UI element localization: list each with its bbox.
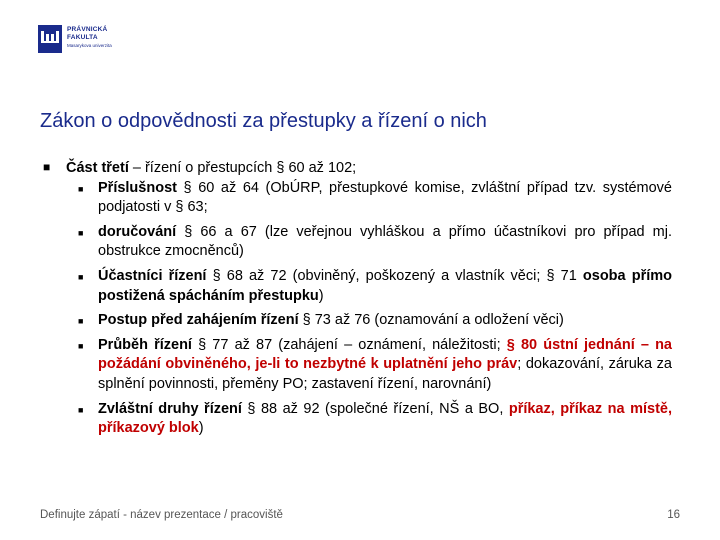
item-text: § 88 až 92 (společné řízení, NŠ a BO, — [241, 400, 509, 417]
faculty-logo — [38, 25, 112, 53]
page-number: 16 — [667, 509, 680, 521]
square-bullet-icon: ■ — [78, 340, 84, 351]
sub-bullet-item — [78, 311, 672, 331]
item-text: ) — [198, 420, 204, 437]
square-bullet-icon: ■ — [78, 404, 84, 415]
main-bullet-item — [40, 159, 672, 179]
item-text: ) — [318, 287, 324, 304]
logo-text — [67, 26, 112, 49]
sub-bullet-list — [40, 179, 672, 439]
bold-text: doručování — [98, 223, 177, 240]
item-text: § 68 až 72 (obviněný, poškozený a vlastník věci; § 71 — [206, 267, 583, 284]
main-item-bold: Část třetí — [66, 160, 129, 176]
square-bullet-icon: ■ — [78, 316, 84, 327]
bold-text: Účastníci řízení — [98, 267, 207, 284]
bold-text: Postup před zahájením řízení — [98, 312, 299, 329]
bold-text: Příslušnost — [98, 179, 177, 196]
slide-content — [40, 159, 672, 439]
item-text: § 60 až 64 (ObÚRP, přestupkové komise, zvláštní případ tzv. systémové podjatosti v § 63; — [98, 179, 672, 216]
sub-bullet-item — [78, 179, 672, 218]
item-text: § 73 až 76 (oznamování a odložení věci) — [298, 312, 564, 329]
main-item-text: – řízení o přestupcích § 60 až 102; — [128, 160, 357, 176]
square-bullet-icon: ■ — [78, 227, 84, 238]
bold-text: Zvláštní druhy řízení — [98, 400, 242, 417]
item-text: ; dokazování, záruka za splnění povinnosti, přeměny PO; zastavení řízení, narovnání) — [98, 356, 672, 392]
bold-text: osoba přímo postižená spácháním přestupku — [98, 267, 672, 304]
slide-title: Zákon o odpovědnosti za přestupky a řízení o nich — [40, 110, 487, 132]
faculty-emblem-icon — [38, 25, 62, 53]
sub-bullet-item — [78, 267, 672, 306]
item-text: § 77 až 87 (zahájení – oznámení, náležitosti; — [191, 336, 507, 353]
sub-bullet-item — [78, 400, 672, 439]
bold-text: Průběh řízení — [98, 336, 192, 353]
highlighted-text: § 80 ústní jednání – na požádání obviněného, je-li to nezbytné k uplatnění jeho práv — [98, 336, 672, 373]
logo-line-2: FAKULTA — [67, 34, 98, 41]
sub-bullet-item — [78, 336, 672, 395]
item-text: § 66 a 67 (lze veřejnou vyhláškou a přímo účastníkovi pro případ mj. obstrukce zmocněnců) — [98, 223, 672, 260]
highlighted-text: příkaz, příkaz na místě, příkazový blok — [98, 400, 672, 437]
square-bullet-icon: ■ — [78, 183, 84, 194]
square-bullet-icon: ■ — [43, 160, 51, 174]
logo-line-1: PRÁVNICKÁ — [67, 26, 108, 33]
logo-line-3: Masarykova univerzita — [67, 43, 112, 48]
footer-text: Definujte zápatí - název prezentace / pracoviště — [40, 509, 283, 521]
square-bullet-icon: ■ — [78, 271, 84, 282]
sub-bullet-item — [78, 223, 672, 262]
